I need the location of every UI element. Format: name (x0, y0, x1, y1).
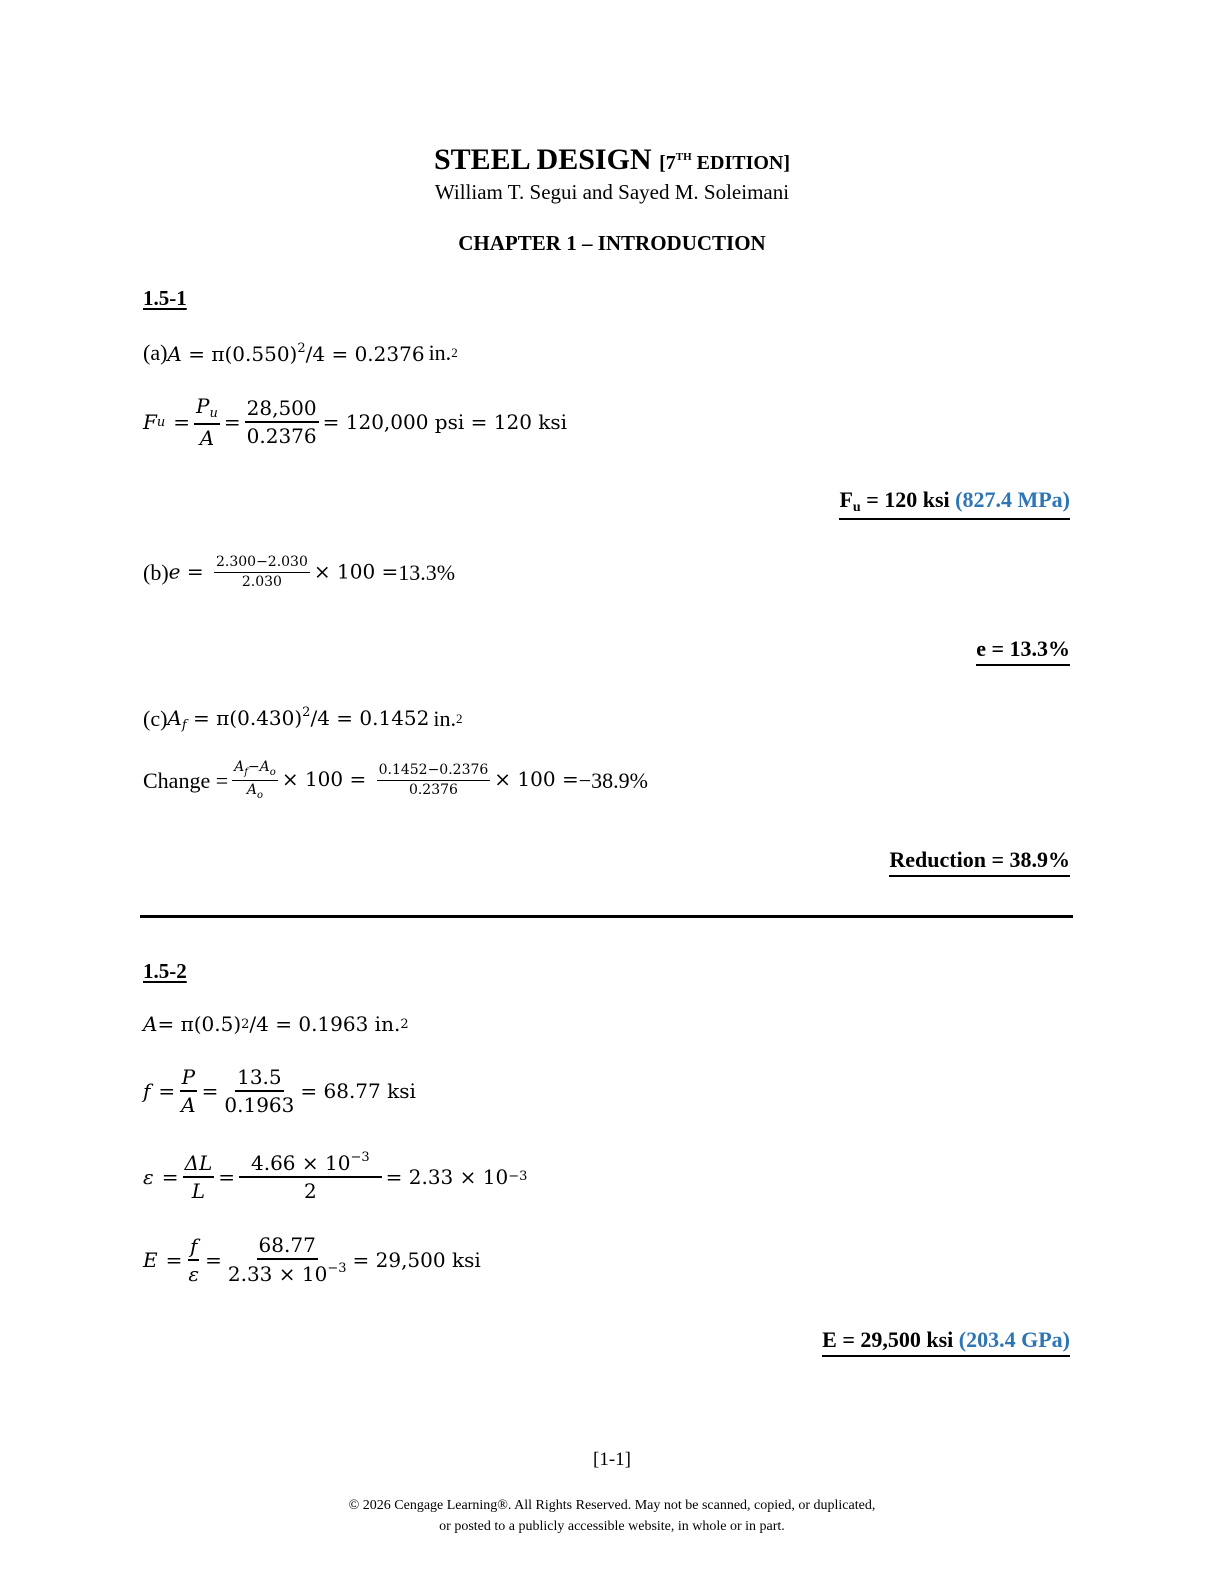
eq-area-c (143, 705, 463, 733)
var-f: f (143, 1079, 151, 1103)
part-a-label: (a) (143, 340, 168, 365)
eq-elongation-math: e = $\frac{2.300-2.030}{2.030}$ × 100 = (168, 554, 399, 591)
change-result: −38.9% (578, 767, 648, 793)
frac-pu-a-num (194, 395, 220, 425)
frac-pu-a-den: A (199, 426, 215, 451)
eq-change (143, 760, 648, 801)
eq-modulus: E = $\frac{f}{\varepsilon}$ = $\frac{68.77}{2.33 \times 10^{-3}}$ = 29,500 ksi (143, 1233, 481, 1286)
eq-strain: ε = $\frac{\Delta L}{L}$ = $\frac{4.66 \times 10^{-3}}{2}$ = 2.33 × 10 −3 (143, 1150, 528, 1203)
var-a: A (167, 341, 182, 366)
frac-fu-values (245, 397, 319, 447)
answer-2 (822, 1327, 1070, 1357)
frac-stress-values (222, 1066, 296, 1116)
eq-area-c-math (167, 705, 429, 733)
frac-stress-den: 0.1963 (224, 1093, 295, 1117)
var-fu: F (143, 410, 157, 435)
pu-var: P (196, 394, 210, 418)
modulus-den-exp: −3 (327, 1261, 347, 1276)
frac-modulus-den (226, 1260, 349, 1285)
eq-area-a (143, 340, 458, 366)
ans-E-value: E = 29,500 ksi (822, 1327, 959, 1352)
frac-modulus-values (226, 1234, 349, 1285)
change-label: Change = (143, 767, 229, 793)
frac-elongation-num: 2.300−2.030 (214, 555, 310, 573)
eq-a-unit-exp: 2 (451, 345, 458, 360)
eq-a-exp: 2 (297, 340, 306, 356)
strain-num-base: 4.66 × 10 (251, 1151, 351, 1175)
eq-fu-rhs: = 120,000 psi = 120 ksi (322, 410, 568, 435)
eq-c-unit-exp: 2 (456, 711, 463, 726)
ans-fu-value: = 120 ksi (860, 487, 956, 512)
strain-num-exp: −3 (350, 1150, 370, 1165)
eq-a-expr: = π(0.550) (181, 341, 298, 366)
eq-strain-rhs: = 2.33 × 10 (385, 1164, 509, 1189)
change-mult1: × 100 = (281, 767, 367, 791)
answer-1a (839, 487, 1070, 520)
frac-p-a (179, 1066, 197, 1116)
modulus-den-base: 2.33 × 10 (227, 1262, 328, 1286)
eq-a-rest: /4 = 0.2376 (305, 341, 425, 366)
frac-p-a-num: P (180, 1066, 197, 1092)
problem-heading-2: 1.5-2 (143, 959, 187, 983)
eq-a2-exp: 2 (241, 1016, 250, 1032)
part-c-label: (c) (143, 706, 168, 731)
frac-fu-den: 0.2376 (246, 424, 317, 449)
eq-b-result: 13.3% (398, 559, 456, 585)
ans-fu-sub: u (852, 500, 861, 515)
ans-fu-si: (827.4 MPa) (955, 487, 1070, 512)
copyright-line-1: © 2026 Cengage Learning®. All Rights Reserved. May not be scanned, copied, or duplicated, (348, 1498, 876, 1513)
frac-f-eps (186, 1235, 201, 1285)
frac-change-symbolic-den (245, 781, 265, 801)
var-fu-sub: u (156, 414, 166, 430)
frac-dl-l (183, 1152, 215, 1202)
var-eps: ε (143, 1164, 154, 1189)
change-den-a: A (246, 782, 258, 798)
frac-modulus-num: 68.77 (257, 1234, 318, 1260)
frac-elongation-den: 2.030 (241, 574, 282, 591)
authors: William T. Segui and Sayed M. Soleimani (434, 180, 790, 204)
chapter-title: CHAPTER 1 – INTRODUCTION (458, 231, 766, 255)
eq-c-rest: /4 = 0.1452 (310, 706, 430, 730)
book-title-text: STEEL DESIGN (433, 143, 652, 176)
eq-c-expr: = π(0.430) (186, 706, 303, 730)
eq-a2-unit-exp: 2 (400, 1016, 409, 1032)
eq-stress: f = $\frac{P}{A}$ = $\frac{13.5}{0.1963}$ = 68.77 ksi (143, 1065, 416, 1117)
frac-change-values-num: 0.1452−0.2376 (377, 763, 491, 781)
book-title (0, 143, 1224, 177)
var-e: e (168, 559, 181, 584)
ans-E-si: (203.4 GPa) (958, 1327, 1070, 1352)
var-af: A (167, 706, 182, 730)
eq-stress-rhs: = 68.77 ksi (300, 1079, 416, 1103)
eq-a2-expr: = π(0.5) (157, 1012, 242, 1036)
edition-close: EDITION] (691, 152, 791, 174)
part-b-label: (b) (143, 559, 169, 585)
frac-strain-num (239, 1151, 382, 1178)
change-den-sub: o (257, 790, 264, 801)
eq-area-a-math (167, 341, 424, 366)
eq-elongation (143, 555, 455, 591)
eq-c-unit: in. (433, 706, 456, 731)
frac-elongation (214, 555, 310, 591)
eq-fu: F u = $\frac{P_u}{A}$ = $\frac{28,500}{0.2376}$ = 120,000 psi = 120 ksi (143, 394, 568, 451)
ans-fu-var: F (839, 487, 853, 512)
eq-a-unit: in. (428, 340, 452, 365)
change-af: A (234, 759, 245, 775)
frac-strain-den: 2 (303, 1179, 317, 1203)
var-af-sub: f (181, 718, 187, 733)
edition-label (659, 152, 790, 174)
frac-dl-l-den: L (191, 1178, 205, 1203)
frac-p-a-den: A (181, 1093, 196, 1117)
frac-f-eps-num: f (188, 1235, 199, 1261)
frac-strain-values (239, 1151, 382, 1202)
var-E: E (143, 1247, 158, 1272)
copyright-line-2: or posted to a publicly accessible website, in whole or in part. (439, 1519, 785, 1534)
frac-pu-a (194, 395, 220, 449)
eq-modulus-rhs: = 29,500 ksi (352, 1247, 481, 1272)
answer-1c: Reduction = 38.9% (889, 847, 1070, 877)
eq-a2-rest: /4 = 0.1963 in. (249, 1012, 401, 1036)
eq-strain-rhs-exp: −3 (508, 1169, 528, 1184)
change-mult2: × 100 = (494, 767, 579, 791)
pu-sub: u (209, 406, 218, 421)
change-af-sub: f (244, 767, 248, 778)
frac-f-eps-den: ε (188, 1261, 200, 1286)
problem-heading-1: 1.5-1 (143, 286, 187, 310)
eq-area-2 (143, 1012, 409, 1036)
eq-change-math (228, 760, 579, 801)
eq-b-mult: × 100 = (313, 559, 399, 584)
page-number: [1-1] (593, 1449, 631, 1470)
edition-open: [7 (659, 152, 676, 174)
answer-1b: e = 13.3% (976, 636, 1070, 666)
frac-dl-l-num: ΔL (183, 1152, 215, 1178)
var-a2: A (143, 1012, 158, 1036)
frac-change-symbolic (232, 760, 278, 801)
frac-change-values (377, 763, 491, 799)
frac-change-symbolic-num (232, 760, 278, 781)
change-ao: −A (247, 759, 270, 775)
section-divider (140, 915, 1073, 918)
frac-change-values-den: 0.2376 (408, 782, 458, 798)
frac-stress-num: 13.5 (235, 1066, 284, 1092)
change-ao-sub: o (269, 767, 276, 778)
eq-c-exp: 2 (302, 705, 311, 720)
frac-fu-num: 28,500 (245, 397, 319, 423)
edition-sup: TH (675, 151, 692, 163)
